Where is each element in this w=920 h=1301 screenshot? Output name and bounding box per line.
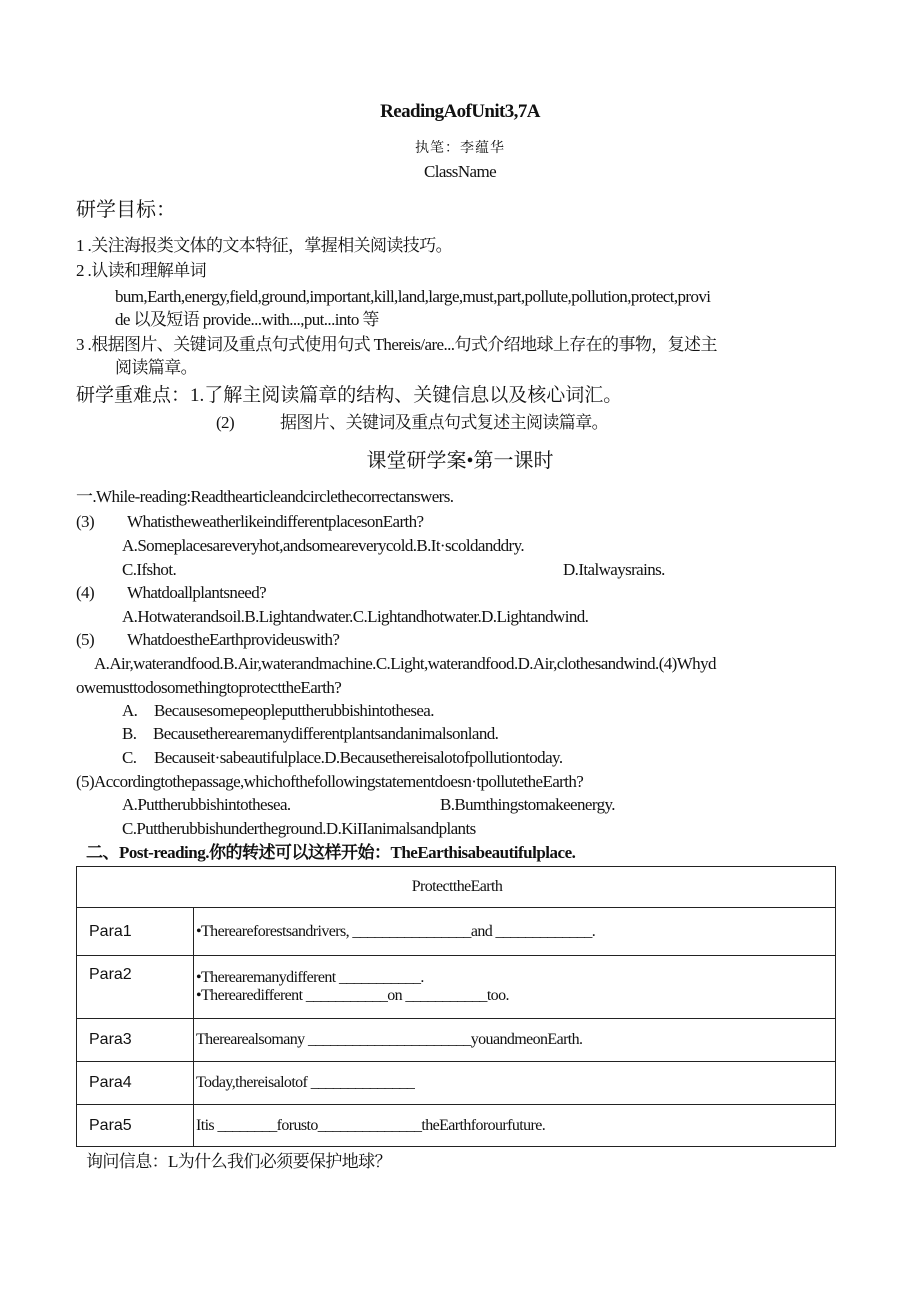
class-name-label: ClassName: [423, 162, 497, 181]
author: 执笔：李蕴华: [415, 141, 505, 156]
post-reading-table: [76, 866, 836, 1147]
table-row: [77, 908, 836, 956]
question: WhatistheweatherlikeindifferentplacesonEarth?: [127, 512, 424, 531]
question-number: (4): [76, 583, 95, 602]
question: Whatdoallplantsneed?: [127, 583, 267, 602]
table-row: [77, 1019, 836, 1062]
fill-blank[interactable]: •Thereareforestsandrivers, ________________and _____________.: [194, 908, 836, 956]
question: WhatdoestheEarthprovideuswith?: [127, 630, 340, 649]
fill-line[interactable]: •Therearedifferent ___________on ___________too.: [196, 987, 509, 1004]
table-row: [77, 1105, 836, 1147]
objective-item: 3 .根据图片、关键词及重点句式使用句式 Thereis/are...句式介绍地球上存在的事物，复述主: [76, 335, 717, 354]
objective-item: 1 .关注海报类文体的文本特征，掌握相关阅读技巧。: [76, 236, 452, 255]
para-label: Para1: [77, 908, 194, 956]
fill-line[interactable]: •Therearemanydifferent ___________.: [196, 969, 424, 986]
while-reading-heading: 一.While-reading:Readthearticleandcirclethecorrectanswers.: [76, 487, 454, 506]
objective-vocab: bum,Earth,energy,field,ground,important,kill,land,large,must,part,pollute,pollution,protect,provi: [115, 287, 711, 306]
table-row: [77, 956, 836, 1019]
footer-question: 询问信息：L为什么我们必须要保护地球？: [86, 1152, 391, 1171]
option-letter: B.: [122, 724, 137, 743]
document-title: ReadingAofUnit3,7A: [380, 101, 540, 122]
para-label: Para2: [77, 956, 194, 1019]
question-number: (5): [76, 630, 95, 649]
option-letter: C.: [122, 748, 137, 767]
fill-blank[interactable]: [194, 956, 836, 1019]
options: D.Italwaysrains.: [563, 560, 665, 579]
question: (5)Accordingtothepassage,whichofthefollowingstatementdoesn·tpollutetheEarth?: [76, 772, 584, 791]
objective-item: 阅读篇章。: [115, 358, 197, 377]
para-label: Para3: [77, 1019, 194, 1062]
difficulties-num: (2): [216, 413, 235, 432]
difficulties-line: 研学重难点：1.了解主阅读篇章的结构、关键信息以及核心词汇。: [76, 385, 623, 406]
option-letter: A.: [122, 701, 138, 720]
post-reading-heading: 二、Post-reading.你的转述可以这样开始：TheEarthisabeautifulplace.: [86, 843, 576, 862]
options: C.Puttherubbishundertheground.D.KiIIanimalsandplants: [122, 819, 476, 838]
difficulties-line: 据图片、关键词及重点句式复述主阅读篇章。: [280, 413, 608, 432]
option: Becausetherearemanydifferentplantsandanimalsonland.: [153, 724, 499, 743]
objective-vocab: de 以及短语 provide...with...,put...into 等: [115, 310, 379, 329]
table-row: [77, 1062, 836, 1105]
options: A.Puttherubbishintothesea.: [122, 795, 291, 814]
fill-blank[interactable]: Therearealsomany ______________________youandmeonEarth.: [194, 1019, 836, 1062]
options: A.Someplacesareveryhot,andsomeareverycold.B.It·scoldanddry.: [122, 536, 525, 555]
option: Becausesomepeopleputtherubbishintothesea.: [154, 701, 434, 720]
options: C.Ifshot.: [122, 560, 177, 579]
fill-blank[interactable]: Itis ________forusto______________theEarthforourfuture.: [194, 1105, 836, 1147]
table-title: ProtecttheEarth: [77, 867, 836, 908]
lesson-heading: 课堂研学案•第一课时: [366, 450, 554, 472]
question-number: (3): [76, 512, 95, 531]
para-label: Para4: [77, 1062, 194, 1105]
options: A.Hotwaterandsoil.B.Lightandwater.C.Lightandhotwater.D.Lightandwind.: [122, 607, 589, 626]
fill-blank[interactable]: Today,thereisalotof ______________: [194, 1062, 836, 1105]
option: Becauseit·sabeautifulplace.D.Becausethereisalotofpollutiontoday.: [154, 748, 563, 767]
para-label: Para5: [77, 1105, 194, 1147]
objective-item: 2 .认读和理解单词: [76, 261, 206, 280]
options: B.Bumthingstomakeenergy.: [440, 795, 615, 814]
objectives-heading: 研学目标：: [76, 199, 176, 221]
options: A.Air,waterandfood.B.Air,waterandmachine.C.Light,waterandfood.D.Air,clothesandwind.(4)Whyd: [94, 654, 716, 673]
question: owemusttodosomethingtoprotecttheEarth?: [76, 678, 342, 697]
